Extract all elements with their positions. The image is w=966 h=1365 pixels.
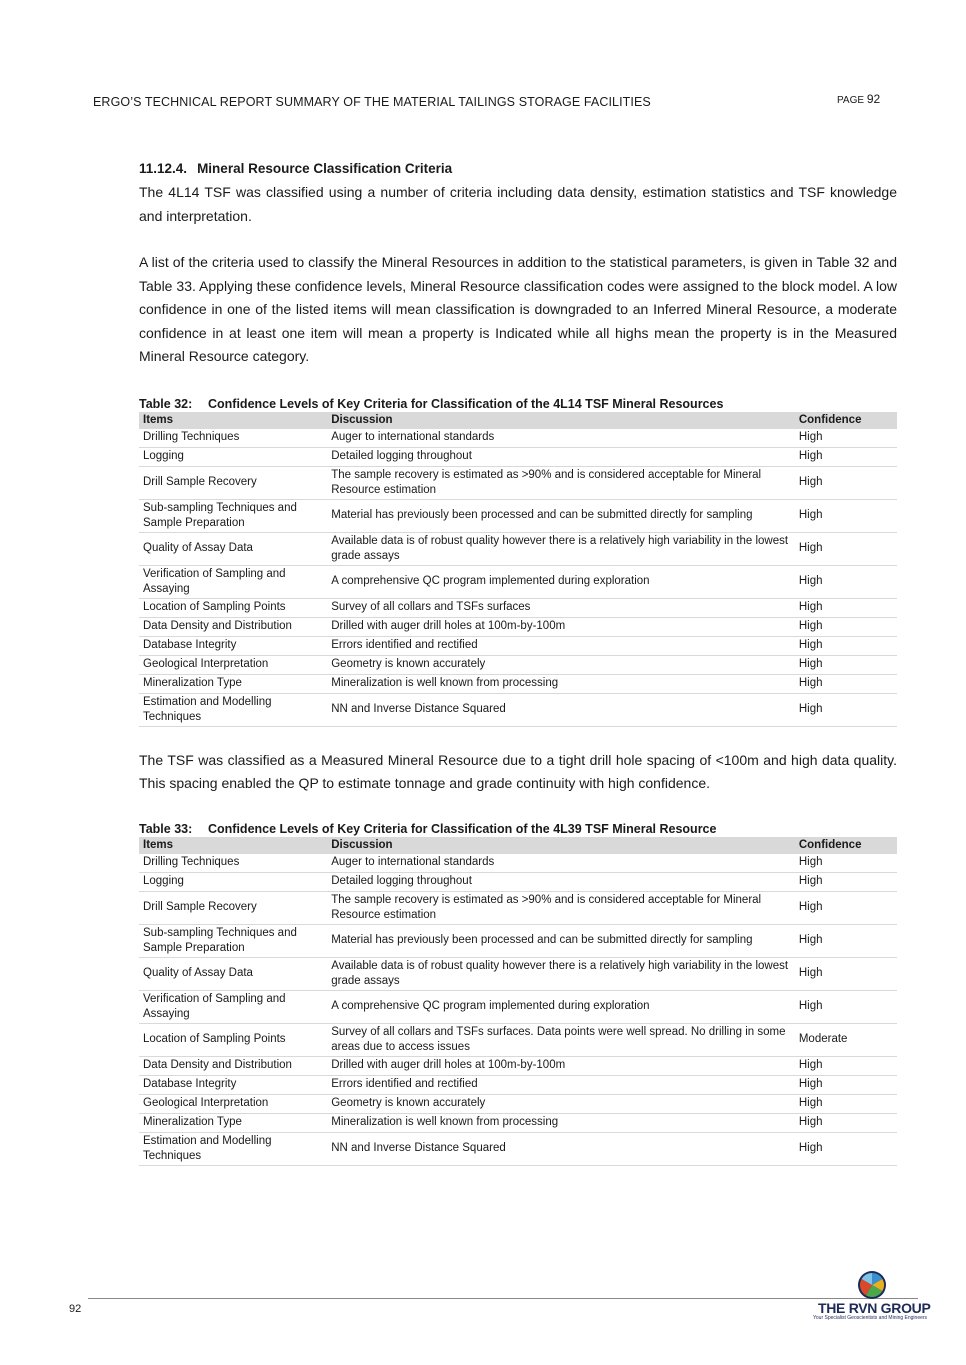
table32-cell-discussion: NN and Inverse Distance Squared: [327, 693, 795, 726]
table33-cell-discussion: Mineralization is well known from processing: [327, 1113, 795, 1132]
table33-row: [139, 872, 897, 891]
table32-row: [139, 655, 897, 674]
table33-cell-item: Verification of Sampling and Assaying: [139, 990, 327, 1023]
table33-cell-discussion: Detailed logging throughout: [327, 872, 795, 891]
table33-header-discussion: Discussion: [327, 837, 795, 854]
table33-cell-confidence: High: [795, 1094, 897, 1113]
table32-cell-discussion: The sample recovery is estimated as >90% and is considered acceptable for Mineral Resource estimation: [327, 466, 795, 499]
table32-caption-number: Table 32:: [139, 396, 193, 411]
table32-cell-item: Location of Sampling Points: [139, 598, 327, 617]
table33-cell-confidence: High: [795, 990, 897, 1023]
paragraph-criteria: A list of the criteria used to classify the Mineral Resources in addition to the statistical parameters, is given in Table 32 and Table 33. Applying these confidence levels, Mineral Resource classification codes were assigned to the block model. A low confidence in one of the listed items will mean classification is downgraded to an Inferred Mineral Resource, a moderate confidence in at least one item will mean a property is Indicated while all highs mean the property is in the Measured Mineral Resource category.: [139, 254, 897, 364]
table32-cell-item: Mineralization Type: [139, 674, 327, 693]
table33-cell-confidence: High: [795, 1132, 897, 1165]
table32-row: [139, 598, 897, 617]
table32-cell-item: Drilling Techniques: [139, 429, 327, 448]
table33-header-items: Items: [139, 837, 327, 854]
table33-row: [139, 1132, 897, 1165]
table33-cell-confidence: High: [795, 1113, 897, 1132]
table33-cell-item: Database Integrity: [139, 1075, 327, 1094]
page-label: PAGE: [837, 95, 865, 106]
table32-cell-discussion: Detailed logging throughout: [327, 447, 795, 466]
running-header-title: ERGO’S TECHNICAL REPORT SUMMARY OF THE MATERIAL TAILINGS STORAGE FACILITIES: [93, 95, 651, 109]
table32-row: [139, 429, 897, 448]
table32-cell-discussion: Geometry is known accurately: [327, 655, 795, 674]
table33-cell-item: Drilling Techniques: [139, 854, 327, 873]
table33-cell-item: Location of Sampling Points: [139, 1023, 327, 1056]
page-content: [139, 160, 897, 1166]
table32-row: [139, 499, 897, 532]
footer-divider: [88, 1298, 918, 1299]
table33-header-confidence: Confidence: [795, 837, 897, 854]
table32-cell-confidence: High: [795, 674, 897, 693]
table33-header-row: [139, 837, 897, 854]
table32-cell-confidence: High: [795, 617, 897, 636]
table33-cell-confidence: High: [795, 854, 897, 873]
table33-row: [139, 1023, 897, 1056]
table32-cell-item: Quality of Assay Data: [139, 532, 327, 565]
table33-row: [139, 990, 897, 1023]
table33-cell-discussion: Drilled with auger drill holes at 100m-by-100m: [327, 1056, 795, 1075]
table33-row: [139, 1113, 897, 1132]
table33-cell-discussion: Survey of all collars and TSFs surfaces. Data points were well spread. No drilling in some areas due to access issues: [327, 1023, 795, 1056]
table33-cell-discussion: NN and Inverse Distance Squared: [327, 1132, 795, 1165]
table33-cell-discussion: A comprehensive QC program implemented during exploration: [327, 990, 795, 1023]
table33-cell-item: Estimation and Modelling Techniques: [139, 1132, 327, 1165]
table32-cell-discussion: Auger to international standards: [327, 429, 795, 448]
table33-cell-discussion: Available data is of robust quality however there is a relatively high variability in the lowest grade assays: [327, 957, 795, 990]
table32-header-items: Items: [139, 412, 327, 429]
table32-cell-item: Estimation and Modelling Techniques: [139, 693, 327, 726]
table32-row: [139, 466, 897, 499]
section-heading: [139, 160, 897, 178]
table33-cell-confidence: High: [795, 872, 897, 891]
table32-cell-confidence: High: [795, 636, 897, 655]
table33-cell-discussion: The sample recovery is estimated as >90% and is considered acceptable for Mineral Resource estimation: [327, 891, 795, 924]
table32-row: [139, 636, 897, 655]
table32-caption: [139, 397, 897, 411]
table32-row: [139, 532, 897, 565]
section-title: Mineral Resource Classification Criteria: [197, 161, 453, 176]
table32-cell-confidence: High: [795, 693, 897, 726]
table32-row: [139, 447, 897, 466]
table32-row: [139, 674, 897, 693]
table33: [139, 837, 897, 1166]
table32-cell-confidence: High: [795, 499, 897, 532]
table32-cell-discussion: A comprehensive QC program implemented during exploration: [327, 565, 795, 598]
table33-row: [139, 957, 897, 990]
page-number: 92: [866, 92, 881, 106]
table32-cell-item: Geological Interpretation: [139, 655, 327, 674]
table32-cell-discussion: Mineralization is well known from processing: [327, 674, 795, 693]
table33-cell-discussion: Material has previously been processed and can be submitted directly for sampling: [327, 924, 795, 957]
table33-cell-confidence: High: [795, 891, 897, 924]
table33-cell-item: Drill Sample Recovery: [139, 891, 327, 924]
table33-cell-item: Quality of Assay Data: [139, 957, 327, 990]
section-number: 11.12.4.: [139, 161, 188, 176]
table33-cell-discussion: Auger to international standards: [327, 854, 795, 873]
table32-cell-confidence: High: [795, 447, 897, 466]
table33-cell-discussion: Errors identified and rectified: [327, 1075, 795, 1094]
table32-cell-discussion: Available data is of robust quality however there is a relatively high variability in the lowest grade assays: [327, 532, 795, 565]
table33-row: [139, 1094, 897, 1113]
logo-tagline: Your Specialist Geoscientists and Mining Engineers: [813, 1315, 928, 1321]
table33-cell-confidence: High: [795, 1075, 897, 1094]
table32-header-discussion: Discussion: [327, 412, 795, 429]
table33-cell-confidence: Moderate: [795, 1023, 897, 1056]
table32-cell-item: Sub-sampling Techniques and Sample Preparation: [139, 499, 327, 532]
table32-header-row: [139, 412, 897, 429]
table32-cell-confidence: High: [795, 532, 897, 565]
table33-caption-number: Table 33:: [139, 821, 193, 836]
table33-cell-discussion: Geometry is known accurately: [327, 1094, 795, 1113]
table33-cell-item: Sub-sampling Techniques and Sample Preparation: [139, 924, 327, 957]
table32-row: [139, 693, 897, 726]
table33-row: [139, 891, 897, 924]
table32-row: [139, 617, 897, 636]
table32-row: [139, 565, 897, 598]
table32: [139, 412, 897, 727]
running-header-page: [837, 92, 880, 106]
table33-cell-confidence: High: [795, 924, 897, 957]
table33-cell-item: Logging: [139, 872, 327, 891]
paragraph-intro: The 4L14 TSF was classified using a number of criteria including data density, estimation statistics and TSF knowledge and interpretation.: [139, 184, 897, 224]
table32-cell-confidence: High: [795, 655, 897, 674]
table32-cell-confidence: High: [795, 429, 897, 448]
table32-cell-item: Logging: [139, 447, 327, 466]
footer-page-number: 92: [69, 1303, 82, 1315]
table32-header-confidence: Confidence: [795, 412, 897, 429]
table32-cell-item: Verification of Sampling and Assaying: [139, 565, 327, 598]
table32-cell-item: Database Integrity: [139, 636, 327, 655]
table33-caption-text: Confidence Levels of Key Criteria for Classification of the 4L39 TSF Mineral Resource: [208, 821, 717, 836]
table32-cell-discussion: Survey of all collars and TSFs surfaces: [327, 598, 795, 617]
table32-cell-confidence: High: [795, 466, 897, 499]
table33-row: [139, 924, 897, 957]
table33-cell-item: Mineralization Type: [139, 1113, 327, 1132]
table33-cell-item: Data Density and Distribution: [139, 1056, 327, 1075]
table33-row: [139, 1075, 897, 1094]
table33-cell-confidence: High: [795, 957, 897, 990]
table32-cell-item: Drill Sample Recovery: [139, 466, 327, 499]
table32-cell-discussion: Material has previously been processed and can be submitted directly for sampling: [327, 499, 795, 532]
table32-cell-discussion: Drilled with auger drill holes at 100m-by-100m: [327, 617, 795, 636]
table32-cell-confidence: High: [795, 598, 897, 617]
table33-caption: [139, 822, 897, 836]
table33-row: [139, 854, 897, 873]
paragraph-classification: The TSF was classified as a Measured Mineral Resource due to a tight drill hole spacing of <100m and high data quality. This spacing enabled the QP to estimate tonnage and grade continuity with high confidence.: [139, 751, 897, 791]
table33-row: [139, 1056, 897, 1075]
table32-cell-discussion: Errors identified and rectified: [327, 636, 795, 655]
table32-cell-item: Data Density and Distribution: [139, 617, 327, 636]
table33-cell-item: Geological Interpretation: [139, 1094, 327, 1113]
logo-text: THE RVN GROUP: [818, 1300, 931, 1316]
table32-caption-text: Confidence Levels of Key Criteria for Classification of the 4L14 TSF Mineral Resources: [208, 396, 724, 411]
table32-cell-confidence: High: [795, 565, 897, 598]
table33-cell-confidence: High: [795, 1056, 897, 1075]
